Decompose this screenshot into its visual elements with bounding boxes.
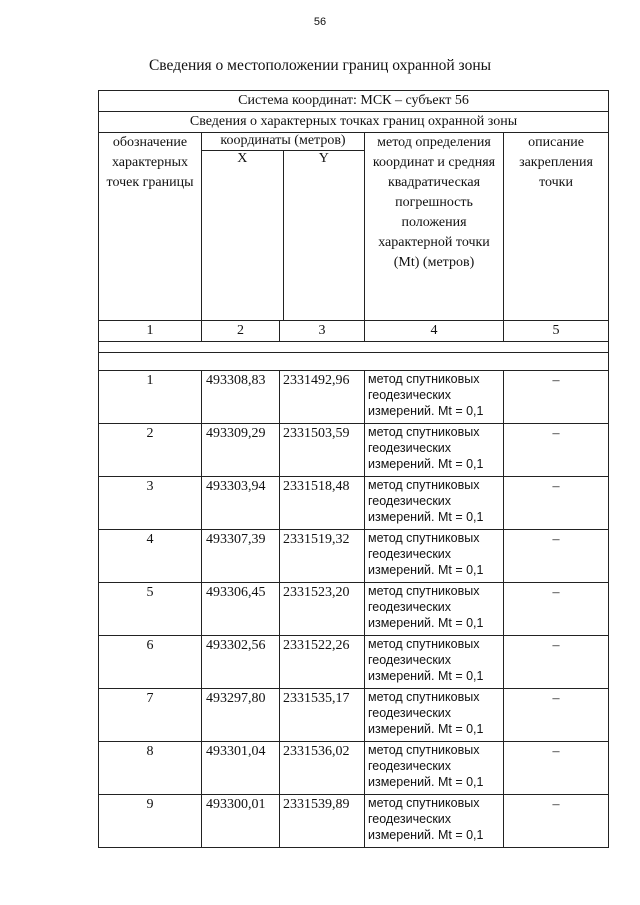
spacer-row xyxy=(99,342,609,353)
column-number-1: 1 xyxy=(99,321,202,342)
description-cell: – xyxy=(504,795,609,848)
table-row xyxy=(99,742,609,795)
table-caption-cell: Сведения о характерных точках границ охранной зоны xyxy=(99,112,609,133)
y-coordinate-cell: 2331535,17 xyxy=(280,689,365,742)
method-cell: метод спутниковых геодезических измерений. Mt = 0,1 xyxy=(365,795,504,848)
y-coordinate-cell: 2331523,20 xyxy=(280,583,365,636)
y-coordinate-cell: 2331503,59 xyxy=(280,424,365,477)
table-row xyxy=(99,583,609,636)
description-cell: – xyxy=(504,371,609,424)
description-cell: – xyxy=(504,742,609,795)
method-cell: метод спутниковых геодезических измерений. Mt = 0,1 xyxy=(365,742,504,795)
column-number-5: 5 xyxy=(504,321,609,342)
y-coordinate-cell: 2331522,26 xyxy=(280,636,365,689)
header-point-designation: обозначение характерных точек границы xyxy=(99,133,202,321)
header-y: Y xyxy=(318,151,329,166)
method-cell: метод спутниковых геодезических измерений. Mt = 0,1 xyxy=(365,636,504,689)
header-coordinates-label: координаты (метров) xyxy=(202,133,364,151)
page-number: 56 xyxy=(313,16,327,28)
point-number-cell: 8 xyxy=(99,742,202,795)
table-row xyxy=(99,530,609,583)
point-number-cell: 7 xyxy=(99,689,202,742)
method-cell: метод спутниковых геодезических измерений. Mt = 0,1 xyxy=(365,371,504,424)
document-title: Сведения о местоположении границ охранной зоны xyxy=(148,57,492,74)
method-cell: метод спутниковых геодезических измерений. Mt = 0,1 xyxy=(365,530,504,583)
table-row xyxy=(99,795,609,848)
y-coordinate-cell: 2331519,32 xyxy=(280,530,365,583)
table-row xyxy=(99,424,609,477)
column-number-2: 2 xyxy=(202,321,280,342)
header-method: метод определения координат и средняя квадратическая погрешность положения характерной точки (Mt) (метров) xyxy=(365,133,504,321)
point-number-cell: 5 xyxy=(99,583,202,636)
description-cell: – xyxy=(504,477,609,530)
y-coordinate-cell: 2331539,89 xyxy=(280,795,365,848)
y-coordinate-cell: 2331492,96 xyxy=(280,371,365,424)
method-cell: метод спутниковых геодезических измерений. Mt = 0,1 xyxy=(365,424,504,477)
point-number-cell: 2 xyxy=(99,424,202,477)
table-row xyxy=(99,477,609,530)
x-coordinate-cell: 493300,01 xyxy=(202,795,280,848)
x-coordinate-cell: 493297,80 xyxy=(202,689,280,742)
description-cell: – xyxy=(504,424,609,477)
method-cell: метод спутниковых геодезических измерений. Mt = 0,1 xyxy=(365,689,504,742)
x-coordinate-cell: 493302,56 xyxy=(202,636,280,689)
x-coordinate-cell: 493307,39 xyxy=(202,530,280,583)
point-number-cell: 3 xyxy=(99,477,202,530)
header-description: описание закрепления точки xyxy=(504,133,609,321)
table-row xyxy=(99,371,609,424)
x-coordinate-cell: 493303,94 xyxy=(202,477,280,530)
description-cell: – xyxy=(504,689,609,742)
description-cell: – xyxy=(504,636,609,689)
x-coordinate-cell: 493306,45 xyxy=(202,583,280,636)
column-number-4: 4 xyxy=(365,321,504,342)
x-coordinate-cell: 493309,29 xyxy=(202,424,280,477)
y-coordinate-cell: 2331536,02 xyxy=(280,742,365,795)
y-coordinate-cell: 2331518,48 xyxy=(280,477,365,530)
table-row xyxy=(99,636,609,689)
point-number-cell: 1 xyxy=(99,371,202,424)
boundary-points-table xyxy=(98,90,609,848)
x-coordinate-cell: 493301,04 xyxy=(202,742,280,795)
coordinate-system-cell: Система координат: МСК – субъект 56 xyxy=(99,91,609,112)
header-coordinates xyxy=(202,133,365,321)
column-number-3: 3 xyxy=(280,321,365,342)
method-cell: метод спутниковых геодезических измерений. Mt = 0,1 xyxy=(365,477,504,530)
table-row xyxy=(99,689,609,742)
point-number-cell: 4 xyxy=(99,530,202,583)
point-number-cell: 9 xyxy=(99,795,202,848)
point-number-cell: 6 xyxy=(99,636,202,689)
description-cell: – xyxy=(504,583,609,636)
empty-row xyxy=(99,353,609,371)
method-cell: метод спутниковых геодезических измерений. Mt = 0,1 xyxy=(365,583,504,636)
x-coordinate-cell: 493308,83 xyxy=(202,371,280,424)
description-cell: – xyxy=(504,530,609,583)
header-x: X xyxy=(202,151,284,320)
